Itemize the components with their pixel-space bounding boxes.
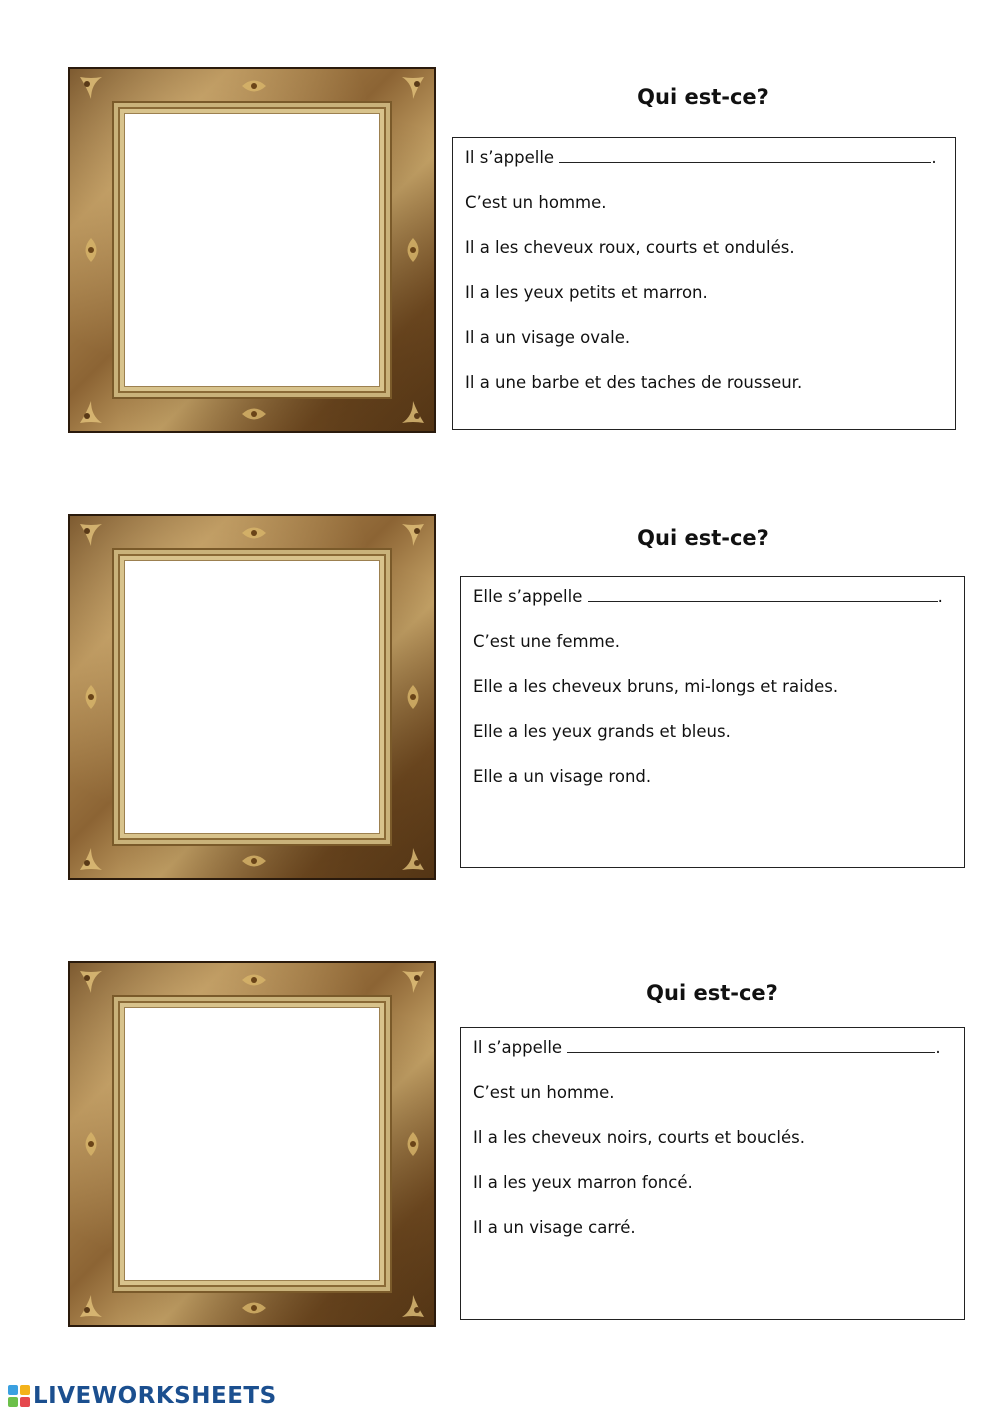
- description-line: Il a les yeux marron foncé.: [473, 1173, 693, 1192]
- name-blank-input[interactable]: [567, 1038, 935, 1053]
- description-line: Il a les yeux petits et marron.: [465, 283, 708, 302]
- frame-ornament-icon: [400, 684, 426, 710]
- frame-inner-border: [114, 103, 390, 397]
- description-line: Il a un visage ovale.: [465, 328, 631, 347]
- description-line: Il a les cheveux roux, courts et ondulés.: [465, 238, 795, 257]
- description-box-3: [460, 1027, 965, 1320]
- description-line: Il a les cheveux noirs, courts et bouclés.: [473, 1128, 805, 1147]
- description-box-2: [460, 576, 965, 868]
- name-blank-input[interactable]: [559, 148, 931, 163]
- picture-frame-3: [68, 961, 436, 1327]
- frame-ornament-icon: [78, 1293, 104, 1319]
- frame-ornament-icon: [78, 846, 104, 872]
- frame-ornament-icon: [400, 522, 426, 548]
- description-line: Il a une barbe et des taches de rousseur.: [465, 373, 803, 392]
- logo-square: [20, 1385, 30, 1395]
- frame-ornament-icon: [78, 522, 104, 548]
- frame-ornament-icon: [241, 967, 267, 993]
- description-box-1: [452, 137, 956, 430]
- frame-ornament-icon: [400, 846, 426, 872]
- description-line: Elle a un visage rond.: [473, 767, 652, 786]
- name-line: Elle s’appelle .: [473, 587, 943, 606]
- brand-name[interactable]: LIVEWORKSHEETS: [33, 1383, 277, 1409]
- card-title-1: Qui est-ce?: [637, 85, 769, 109]
- frame-inner-border: [114, 550, 390, 844]
- frame-ornament-icon: [78, 1131, 104, 1157]
- picture-frame-1: [68, 67, 436, 433]
- picture-frame-2: [68, 514, 436, 880]
- description-line: C’est un homme.: [473, 1083, 615, 1102]
- frame-ornament-icon: [78, 75, 104, 101]
- description-line: Il a un visage carré.: [473, 1218, 636, 1237]
- card-title-2: Qui est-ce?: [637, 526, 769, 550]
- description-line: C’est un homme.: [465, 193, 607, 212]
- name-line: Il s’appelle .: [465, 148, 937, 167]
- description-line: Elle a les yeux grands et bleus.: [473, 722, 731, 741]
- frame-ornament-icon: [241, 520, 267, 546]
- frame-ornament-icon: [78, 969, 104, 995]
- frame-ornament-icon: [400, 1293, 426, 1319]
- frame-ornament-icon: [400, 237, 426, 263]
- picture-drop-area-3[interactable]: [124, 1007, 380, 1281]
- name-line: Il s’appelle .: [473, 1038, 941, 1057]
- frame-ornament-icon: [400, 969, 426, 995]
- description-line: Elle a les cheveux bruns, mi-longs et raides.: [473, 677, 839, 696]
- footer-brand: [8, 1383, 277, 1409]
- logo-square: [8, 1385, 18, 1395]
- frame-ornament-icon: [241, 1295, 267, 1321]
- picture-drop-area-2[interactable]: [124, 560, 380, 834]
- frame-inner-border: [114, 997, 390, 1291]
- frame-ornament-icon: [78, 237, 104, 263]
- frame-ornament-icon: [400, 75, 426, 101]
- frame-ornament-icon: [241, 73, 267, 99]
- card-title-3: Qui est-ce?: [646, 981, 778, 1005]
- logo-square: [20, 1397, 30, 1407]
- frame-ornament-icon: [400, 399, 426, 425]
- frame-ornament-icon: [241, 848, 267, 874]
- frame-ornament-icon: [78, 399, 104, 425]
- description-line: C’est une femme.: [473, 632, 621, 651]
- frame-ornament-icon: [241, 401, 267, 427]
- liveworksheets-logo-icon: [8, 1385, 30, 1407]
- picture-drop-area-1[interactable]: [124, 113, 380, 387]
- frame-ornament-icon: [78, 684, 104, 710]
- name-blank-input[interactable]: [588, 587, 938, 602]
- frame-ornament-icon: [400, 1131, 426, 1157]
- logo-square: [8, 1397, 18, 1407]
